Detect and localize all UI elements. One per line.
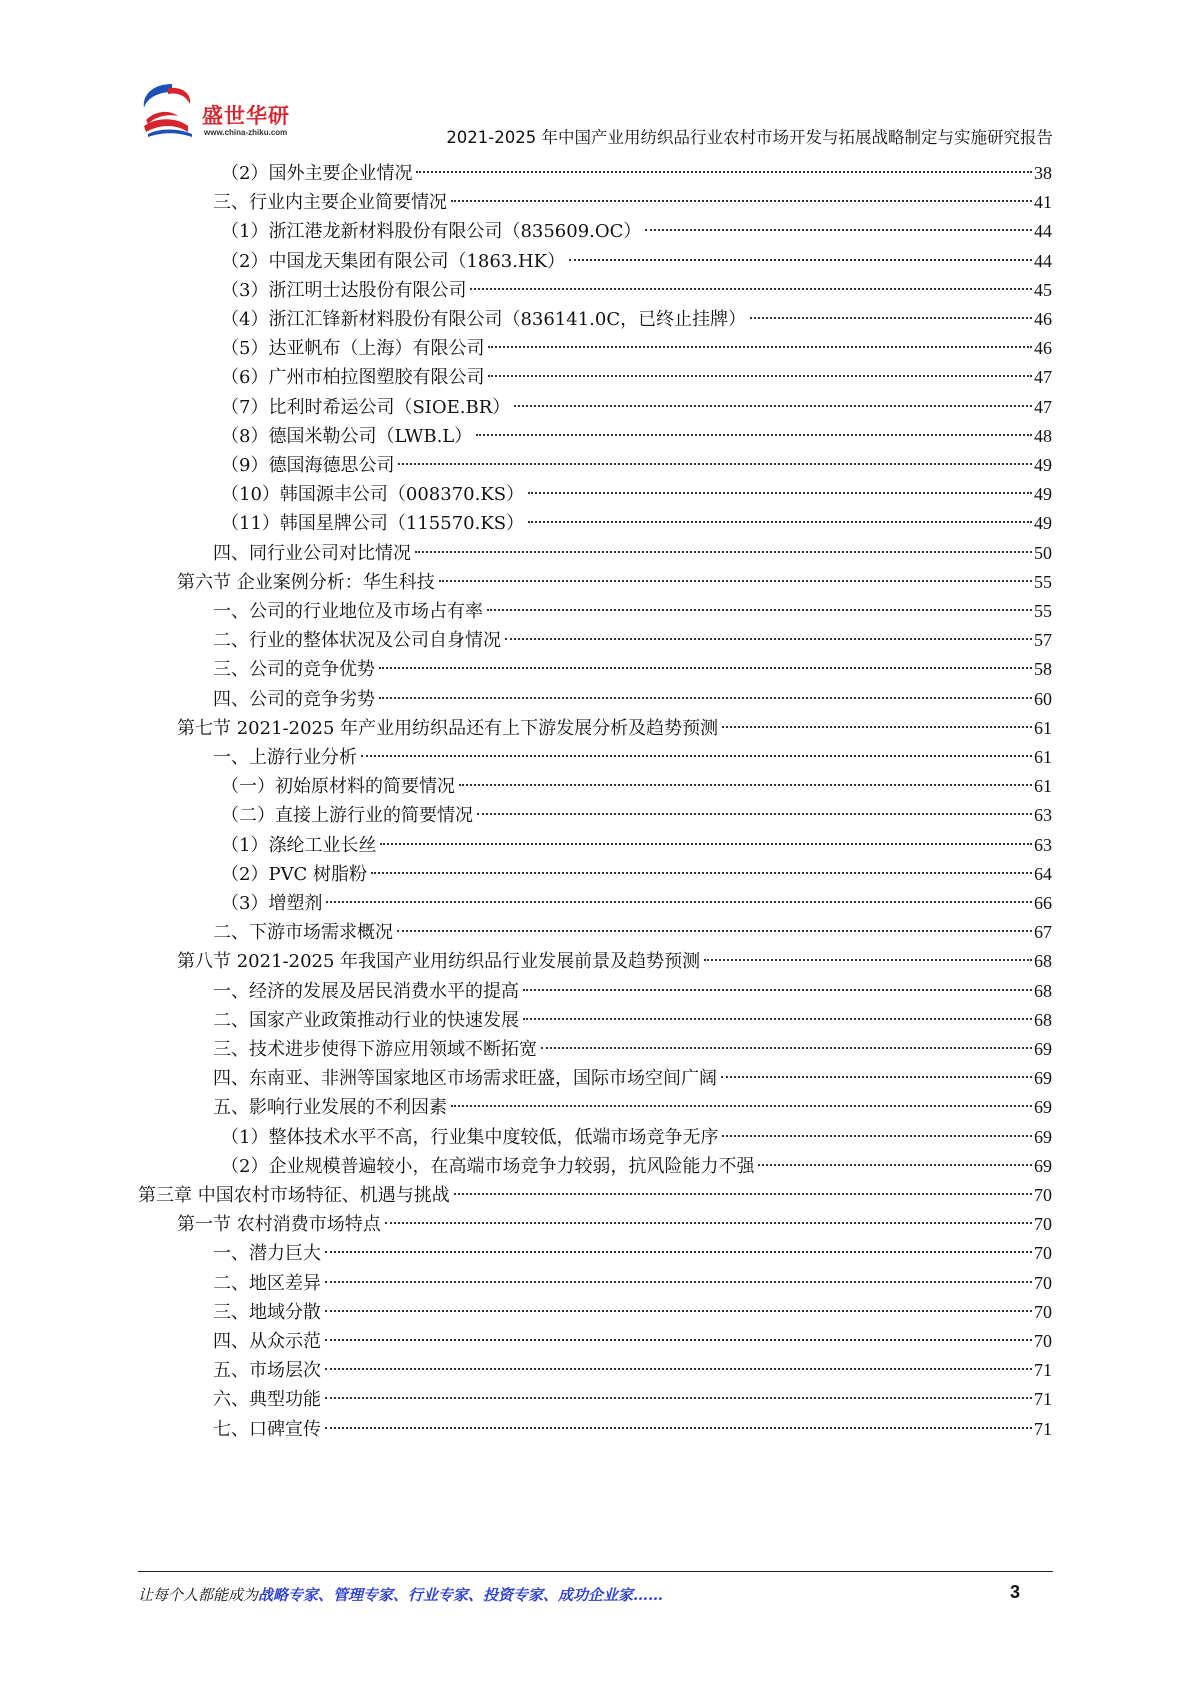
toc-entry-page: 44 — [1034, 250, 1052, 271]
toc-dot-leader — [488, 346, 1032, 348]
toc-entry-page: 55 — [1034, 571, 1052, 592]
toc-entry[interactable] — [213, 1034, 1052, 1065]
toc-entry[interactable] — [221, 362, 1052, 393]
logo-url: www.china-zhiku.com — [204, 128, 288, 137]
toc-dot-leader — [416, 171, 1032, 173]
toc-entry[interactable] — [213, 538, 1052, 569]
report-title: 2021-2025 年中国产业用纺织品行业农村市场开发与拓展战略制定与实施研究报告 — [446, 128, 1053, 147]
toc-entry-title: （二）直接上游行业的简要情况 — [221, 805, 473, 827]
toc-entry-page: 70 — [1034, 1272, 1052, 1293]
toc-dot-leader — [379, 697, 1032, 699]
toc-entry-title: 第六节 企业案例分析：华生科技 — [177, 571, 435, 593]
toc-entry[interactable] — [213, 625, 1052, 656]
slogan-prefix: 让每个人都能成为 — [138, 1586, 259, 1604]
toc-entry-page: 61 — [1034, 747, 1052, 767]
toc-entry-page: 46 — [1034, 338, 1052, 359]
toc-entry-page: 63 — [1034, 834, 1052, 855]
toc-entry-title: （9）德国海德思公司 — [221, 455, 395, 476]
toc-entry[interactable] — [221, 216, 1052, 247]
toc-entry[interactable] — [177, 713, 1052, 744]
toc-entry-page: 47 — [1034, 367, 1052, 388]
toc-dot-leader — [487, 609, 1032, 611]
toc-entry-page: 69 — [1034, 1126, 1052, 1147]
toc-entry[interactable] — [221, 859, 1052, 890]
toc-entry-page: 47 — [1034, 396, 1052, 417]
toc-entry-page: 70 — [1034, 1301, 1052, 1322]
toc-entry-page: 60 — [1034, 688, 1052, 709]
toc-entry-page: 71 — [1034, 1389, 1052, 1410]
toc-entry-title: （2）PVC 树脂粉 — [221, 863, 368, 885]
toc-entry[interactable] — [213, 684, 1052, 715]
toc-dot-leader — [454, 1193, 1032, 1195]
toc-entry[interactable] — [221, 771, 1052, 802]
toc-entry[interactable] — [213, 976, 1052, 1007]
toc-entry-page: 63 — [1034, 805, 1052, 826]
toc-entry-title: 三、行业内主要企业简要情况 — [213, 192, 447, 214]
toc-dot-leader — [371, 872, 1032, 874]
toc-entry-page: 49 — [1034, 484, 1052, 505]
toc-dot-leader — [325, 1427, 1032, 1429]
toc-entry-title: （2）国外主要企业情况 — [221, 163, 413, 184]
toc-dot-leader — [415, 551, 1032, 553]
toc-dot-leader — [325, 1339, 1032, 1341]
toc-dot-leader — [758, 1164, 1032, 1166]
toc-entry-title: 第七节 2021-2025 年产业用纺织品还有上下游发展分析及趋势预测 — [177, 717, 719, 739]
toc-entry-page: 64 — [1034, 863, 1052, 884]
toc-entry-title: 五、影响行业发展的不利因素 — [213, 1097, 447, 1119]
toc-entry[interactable] — [213, 1384, 1052, 1415]
toc-entry[interactable] — [213, 1414, 1052, 1445]
toc-entry[interactable] — [221, 830, 1052, 861]
toc-dot-leader — [569, 259, 1032, 261]
toc-entry[interactable] — [213, 1355, 1052, 1386]
toc-entry[interactable] — [213, 917, 1052, 948]
toc-entry-title: （1）浙江港龙新材料股份有限公司（835609.OC） — [221, 221, 642, 243]
toc-dot-leader — [470, 288, 1032, 290]
toc-entry[interactable] — [213, 1268, 1052, 1299]
toc-entry-page: 68 — [1034, 951, 1052, 972]
toc-entry[interactable] — [138, 1180, 1052, 1211]
toc-entry[interactable] — [213, 1238, 1052, 1269]
toc-dot-leader — [523, 1018, 1032, 1020]
toc-entry[interactable] — [177, 567, 1052, 598]
toc-entry[interactable] — [221, 333, 1052, 364]
toc-entry-page: 71 — [1034, 1418, 1052, 1439]
toc-entry-title: 四、公司的竞争劣势 — [213, 688, 375, 710]
toc-entry-title: （3）浙江明士达股份有限公司 — [221, 279, 467, 301]
toc-dot-leader — [325, 1251, 1032, 1253]
toc-entry[interactable] — [213, 596, 1052, 627]
toc-entry-page: 69 — [1034, 1155, 1052, 1176]
company-logo — [138, 80, 318, 150]
toc-dot-leader — [325, 1281, 1032, 1283]
toc-entry-title: （1）整体技术水平不高，行业集中度较低，低端市场竞争无序 — [221, 1126, 719, 1148]
toc-entry[interactable] — [177, 1209, 1052, 1240]
toc-dot-leader — [325, 1397, 1032, 1399]
toc-entry-page: 41 — [1034, 192, 1052, 213]
toc-entry-title: （8）德国米勒公司（LWB.L） — [221, 425, 473, 447]
toc-entry-page: 48 — [1034, 425, 1052, 446]
toc-dot-leader — [398, 463, 1032, 465]
toc-entry-title: 二、行业的整体状况及公司自身情况 — [213, 630, 501, 652]
page-number: 3 — [1010, 1582, 1021, 1602]
toc-entry-title: 二、地区差异 — [213, 1272, 321, 1294]
toc-entry-page: 70 — [1034, 1214, 1052, 1235]
toc-entry[interactable] — [221, 421, 1052, 452]
toc-entry-page: 57 — [1034, 630, 1052, 651]
toc-entry-page: 49 — [1034, 513, 1052, 534]
toc-entry-title: （6）广州市柏拉图塑胶有限公司 — [221, 367, 485, 389]
toc-entry-title: 五、市场层次 — [213, 1360, 321, 1382]
toc-entry[interactable] — [221, 479, 1052, 510]
toc-dot-leader — [541, 1047, 1032, 1049]
toc-dot-leader — [459, 784, 1032, 786]
toc-entry-title: 四、从众示范 — [213, 1331, 321, 1352]
toc-entry-page: 68 — [1034, 1009, 1052, 1030]
toc-entry-title: 三、公司的竞争优势 — [213, 659, 375, 681]
toc-entry-title: （10）韩国源丰公司（008370.KS） — [221, 484, 525, 506]
toc-entry-title: （3）增塑剂 — [221, 893, 323, 914]
footer-divider — [138, 1571, 1053, 1572]
logo-name: 盛世华研 — [202, 104, 290, 128]
toc-entry-title: 二、国家产业政策推动行业的快速发展 — [213, 1009, 519, 1031]
toc-entry[interactable] — [213, 1297, 1052, 1328]
footer-slogan — [138, 1584, 663, 1605]
toc-entry[interactable] — [221, 158, 1052, 189]
toc-entry[interactable] — [213, 1063, 1052, 1094]
toc-dot-leader — [722, 1135, 1032, 1137]
toc-entry-title: （11）韩国星牌公司（115570.KS） — [221, 513, 525, 535]
toc-dot-leader — [361, 755, 1032, 757]
toc-dot-leader — [380, 843, 1032, 845]
toc-entry-page: 61 — [1034, 717, 1052, 738]
toc-entry-title: （5）达亚帆布（上海）有限公司 — [221, 338, 485, 360]
toc-entry[interactable] — [213, 654, 1052, 685]
toc-entry-title: 第三章 中国农村市场特征、机遇与挑战 — [138, 1185, 450, 1206]
toc-entry-page: 55 — [1034, 601, 1052, 621]
toc-entry[interactable] — [213, 1326, 1052, 1357]
logo-emblem-icon — [138, 80, 202, 140]
toc-entry-title: 二、下游市场需求概况 — [213, 922, 393, 944]
toc-dot-leader — [326, 901, 1032, 903]
toc-entry-title: （4）浙江汇锋新材料股份有限公司（836141.0C，已终止挂牌） — [221, 309, 747, 330]
toc-dot-leader — [451, 1105, 1032, 1107]
toc-entry-page: 69 — [1034, 1068, 1052, 1089]
toc-entry-page: 70 — [1034, 1243, 1052, 1264]
toc-entry-page: 70 — [1034, 1331, 1052, 1351]
toc-entry[interactable] — [177, 946, 1052, 977]
toc-dot-leader — [451, 200, 1032, 202]
slogan-emphasis: 战略专家、管理专家、行业专家、投资专家、成功企业家…… — [258, 1586, 664, 1604]
toc-entry[interactable] — [221, 246, 1052, 277]
toc-entry[interactable] — [213, 187, 1052, 218]
toc-dot-leader — [722, 726, 1032, 728]
toc-entry-title: （2）企业规模普遍较小，在高端市场竞争力较弱，抗风险能力不强 — [221, 1155, 755, 1177]
toc-dot-leader — [325, 1368, 1032, 1370]
toc-dot-leader — [528, 521, 1032, 523]
toc-entry-title: （7）比利时希运公司（SIOE.BR） — [221, 396, 511, 418]
toc-entry-page: 70 — [1034, 1185, 1052, 1205]
toc-dot-leader — [325, 1310, 1032, 1312]
toc-entry-title: 第一节 农村消费市场特点 — [177, 1214, 381, 1236]
toc-entry-title: 六、典型功能 — [213, 1389, 321, 1411]
toc-dot-leader — [488, 375, 1032, 377]
toc-entry[interactable] — [221, 450, 1052, 481]
toc-entry-title: 一、潜力巨大 — [213, 1243, 321, 1265]
toc-entry-page: 71 — [1034, 1360, 1052, 1381]
toc-entry-page: 44 — [1034, 221, 1052, 242]
toc-entry[interactable] — [213, 1092, 1052, 1123]
toc-dot-leader — [750, 317, 1032, 319]
toc-entry-title: 七、口碑宣传 — [213, 1418, 321, 1440]
toc-dot-leader — [477, 813, 1032, 815]
toc-entry-title: 四、同行业公司对比情况 — [213, 542, 411, 564]
toc-entry[interactable] — [221, 1122, 1052, 1153]
toc-entry-title: （2）中国龙天集团有限公司（1863.HK） — [221, 250, 566, 272]
toc-entry[interactable] — [213, 742, 1052, 773]
toc-entry-page: 69 — [1034, 1039, 1052, 1059]
toc-entry[interactable] — [221, 508, 1052, 539]
toc-entry-title: 第八节 2021-2025 年我国产业用纺织品行业发展前景及趋势预测 — [177, 951, 701, 973]
toc-entry-page: 67 — [1034, 922, 1052, 943]
toc-entry-page: 61 — [1034, 776, 1052, 797]
toc-entry[interactable] — [221, 800, 1052, 831]
toc-entry[interactable] — [221, 304, 1052, 335]
toc-entry[interactable] — [221, 392, 1052, 423]
toc-entry-page: 68 — [1034, 980, 1052, 1001]
toc-entry-title: （1）涤纶工业长丝 — [221, 834, 377, 856]
toc-dot-leader — [505, 638, 1032, 640]
toc-dot-leader — [514, 405, 1032, 407]
toc-dot-leader — [476, 434, 1032, 436]
toc-entry[interactable] — [221, 1151, 1052, 1182]
toc-dot-leader — [704, 959, 1032, 961]
toc-entry[interactable] — [221, 888, 1052, 919]
toc-dot-leader — [379, 667, 1032, 669]
toc-entry-title: 一、上游行业分析 — [213, 747, 357, 768]
page-header — [0, 0, 1191, 150]
toc-dot-leader — [721, 1076, 1032, 1078]
toc-dot-leader — [645, 229, 1032, 231]
toc-entry-page: 49 — [1034, 455, 1052, 475]
toc-dot-leader — [528, 492, 1032, 494]
toc-entry-page: 46 — [1034, 309, 1052, 329]
toc-entry-page: 69 — [1034, 1097, 1052, 1118]
toc-entry[interactable] — [221, 275, 1052, 306]
toc-entry-title: （一）初始原材料的简要情况 — [221, 776, 455, 798]
toc-entry-title: 三、地域分散 — [213, 1301, 321, 1323]
toc-entry-title: 四、东南亚、非洲等国家地区市场需求旺盛，国际市场空间广阔 — [213, 1068, 717, 1090]
toc-dot-leader — [397, 930, 1032, 932]
toc-entry-page: 50 — [1034, 542, 1052, 563]
toc-entry-page: 58 — [1034, 659, 1052, 680]
toc-entry[interactable] — [213, 1005, 1052, 1036]
toc-entry-title: 一、公司的行业地位及市场占有率 — [213, 601, 483, 622]
toc-entry-page: 38 — [1034, 163, 1052, 183]
toc-dot-leader — [523, 989, 1032, 991]
toc-entry-title: 三、技术进步使得下游应用领域不断拓宽 — [213, 1039, 537, 1060]
toc-dot-leader — [385, 1222, 1032, 1224]
toc-dot-leader — [439, 580, 1032, 582]
toc-entry-title: 一、经济的发展及居民消费水平的提高 — [213, 980, 519, 1002]
toc-entry-page: 45 — [1034, 279, 1052, 300]
toc-entry-page: 66 — [1034, 893, 1052, 913]
